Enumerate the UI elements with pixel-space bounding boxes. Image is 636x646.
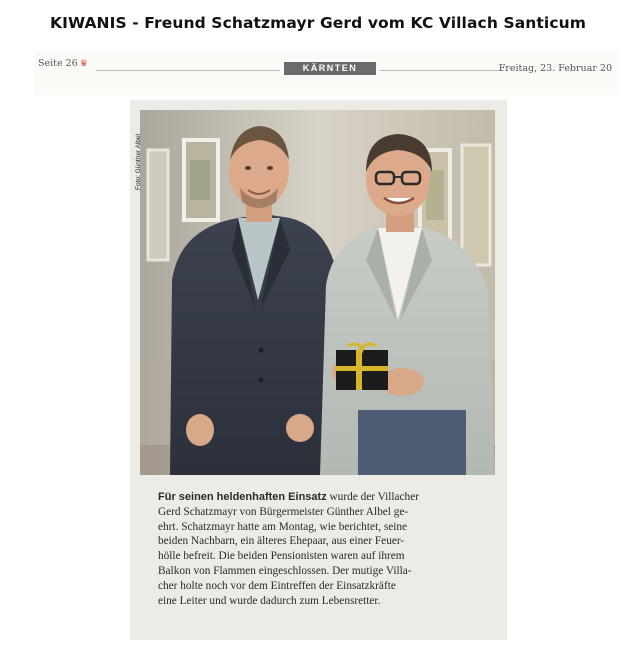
page-number: Seite 26 ♛ (38, 58, 88, 69)
photo-illustration (140, 110, 495, 475)
article-caption (158, 490, 498, 608)
caption-line: cher holte noch vor dem Eintreffen der Einsatzkräfte (158, 579, 396, 592)
header-rule-left (96, 70, 280, 71)
article-photo (140, 110, 495, 475)
caption-lead: Für seinen heldenhaften Einsatz (158, 491, 327, 503)
header-rule-right (380, 70, 504, 71)
page-headline: KIWANIS - Freund Schatzmayr Gerd vom KC Villach Santicum (49, 14, 587, 32)
issue-date: Freitag, 23. Februar 20 (498, 63, 612, 74)
caption-line: beiden Nachbarn, ein älteres Ehepaar, aus einer Feuer- (158, 535, 405, 548)
caption-line: eine Leiter und wurde dadurch zum Lebensretter. (158, 594, 381, 607)
caption-line: Gerd Schatzmayr von Bürgermeister Günther Albel ge- (158, 505, 409, 518)
caption-line: ehrt. Schatzmayr hatte am Montag, wie berichtet, seine (158, 520, 408, 533)
crown-icon: ♛ (79, 59, 88, 69)
newspaper-header (34, 50, 620, 95)
caption-line: hölle befreit. Die beiden Pensionisten waren auf ihrem (158, 550, 405, 563)
caption-line: Balkon von Flammen eingeschlossen. Der mutige Villa- (158, 564, 412, 577)
photo-credit: Foto: Günther Albel (135, 133, 142, 190)
caption-line: Für seinen heldenhaften Einsatz wurde der Villacher (158, 491, 419, 503)
section-tag: KÄRNTEN (284, 62, 376, 75)
